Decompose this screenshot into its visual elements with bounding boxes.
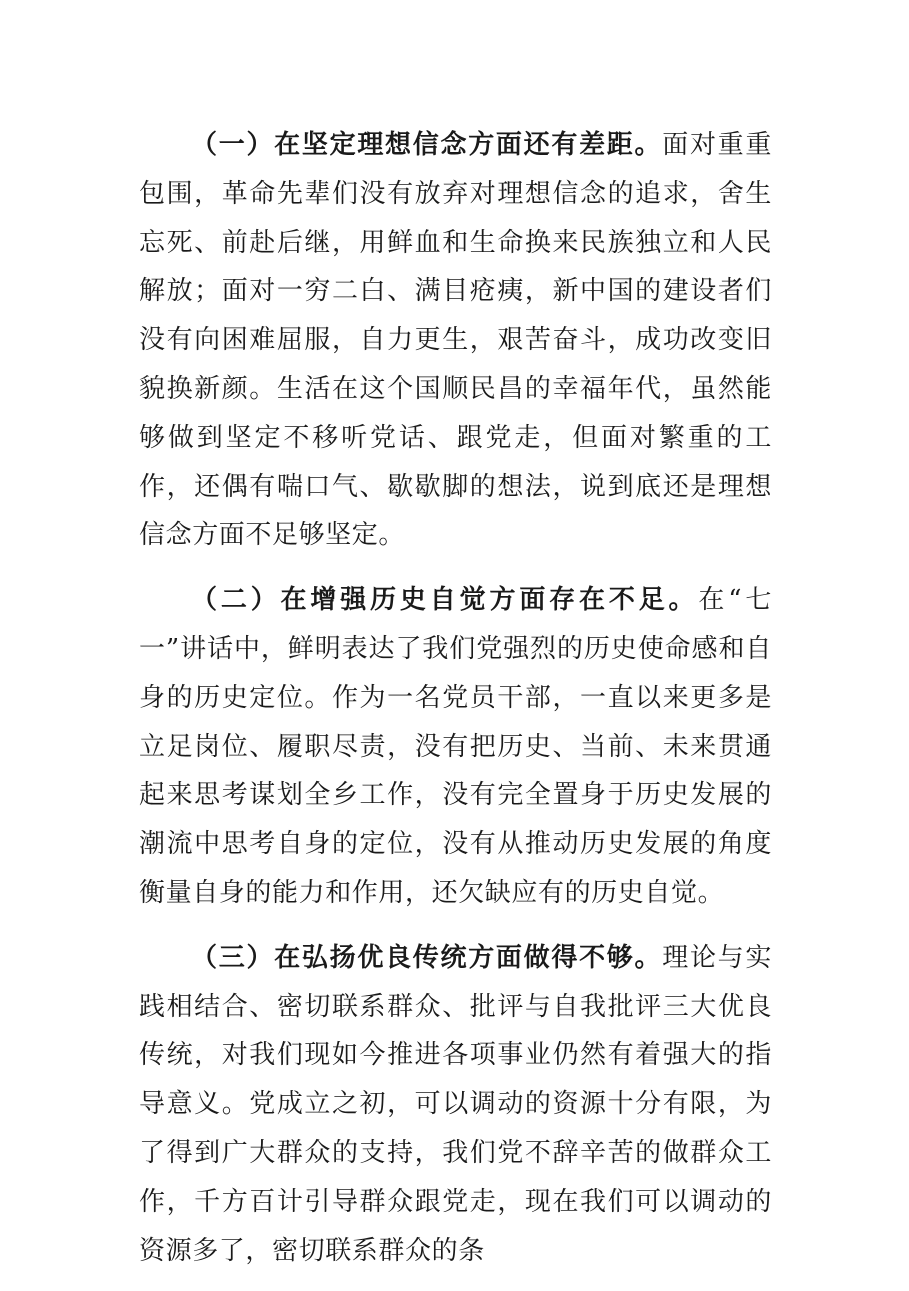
section-heading-3: （三）在弘扬优良传统方面做得不够。 — [191, 942, 663, 973]
paragraph-section-2 — [139, 576, 772, 918]
section-body-1: 面对重重包围，革命先辈们没有放弃对理想信念的追求，舍生忘死、前赴后继，用鲜血和生命换来民族独立和人民解放；面对一穷二白、满目疮痍，新中国的建设者们没有向困难屈服，自力更生，艰苦奋斗，成功改变旧貌换新颜。生活在这个国顺民昌的幸福年代，虽然能够做到坚定不移听党话、跟党走，但面对繁重的工作，还偶有喘口气、歇歇脚的想法，说到底还是理想信念方面不足够坚定。 — [139, 130, 772, 551]
paragraph-section-1 — [139, 121, 772, 560]
section-heading-2: （二）在增强历史自觉方面存在不足。 — [191, 585, 699, 616]
section-body-2: 在“七一”讲话中，鲜明表达了我们党强烈的历史使命感和自身的历史定位。作为一名党员干部，一直以来更多是立足岗位、履职尽责，没有把历史、当前、未来贯通起来思考谋划全乡工作，没有完全置身于历史发展的潮流中思考自身的定位，没有从推动历史发展的角度衡量自身的能力和作用，还欠缺应有的历史自觉。 — [139, 585, 773, 908]
section-heading-1: （一）在坚定理想信念方面还有差距。 — [191, 130, 663, 160]
document-page — [139, 121, 772, 1291]
section-body-3: 理论与实践相结合、密切联系群众、批评与自我批评三大优良传统，对我们现如今推进各项事业仍然有着强大的指导意义。党成立之初，可以调动的资源十分有限，为了得到广大群众的支持，我们党不辞辛苦的做群众工作，千方百计引导群众跟党走，现在我们可以调动的资源多了，密切联系群众的条 — [139, 942, 772, 1266]
paragraph-section-3 — [139, 934, 772, 1276]
